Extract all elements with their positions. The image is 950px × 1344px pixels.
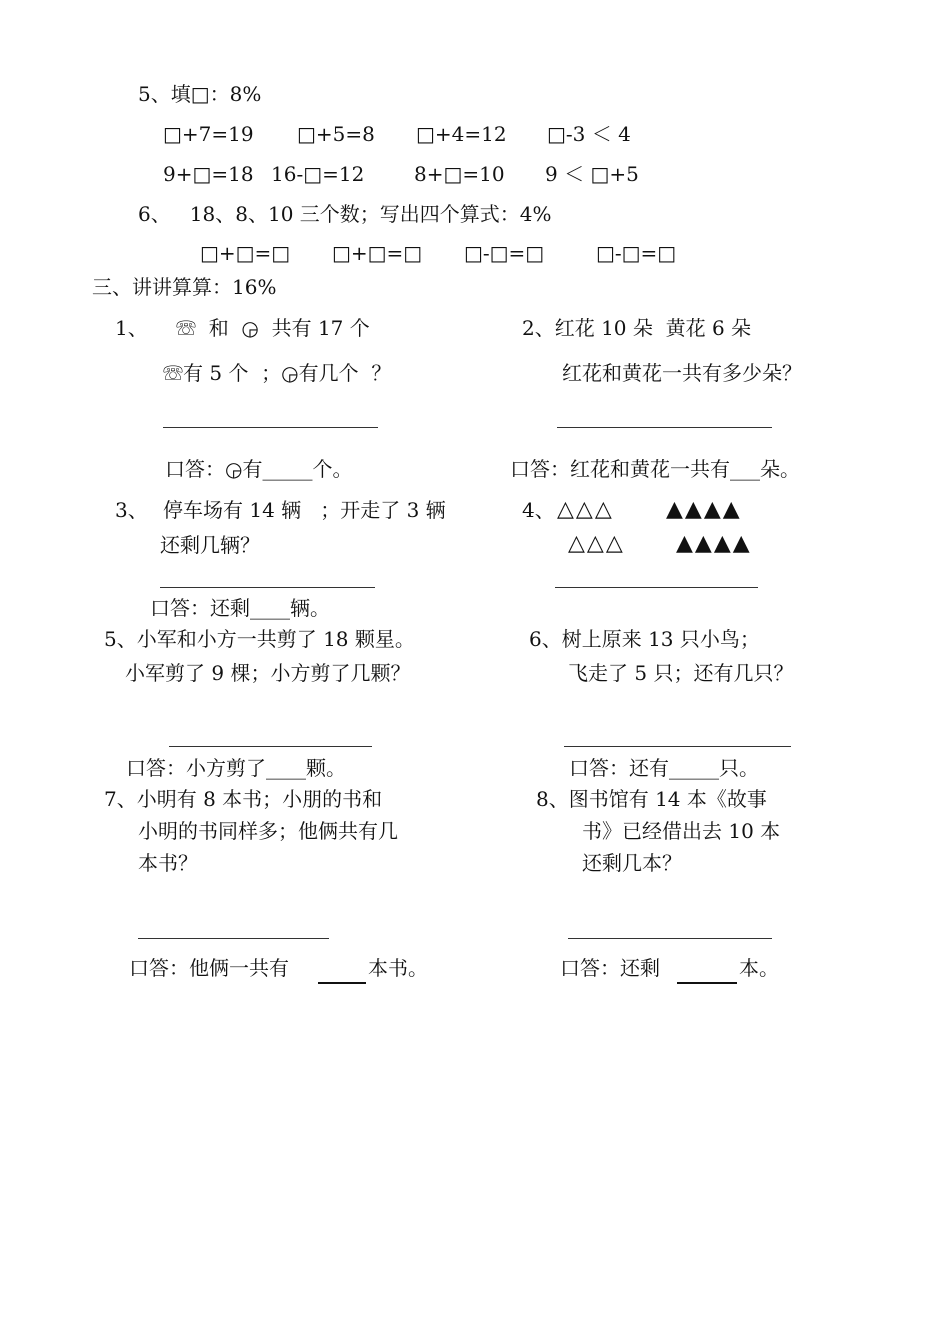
q4-row2-outline-triangles: △△△ (568, 531, 625, 556)
q1-line1: ☏ 和 ◶ 共有 17 个 (176, 316, 370, 340)
q8-line2: 书》已经借出去 10 本 (582, 819, 781, 843)
q5-line1: 5、小军和小方一共剪了 18 颗星。 (104, 627, 415, 651)
q5-answer: 口答：小方剪了____颗。 (126, 756, 346, 780)
section5-r2-c2: 16-□=12 (271, 162, 365, 186)
section5-r1-c3: □+4=12 (416, 122, 507, 146)
q5-line2: 小军剪了 9 棵；小方剪了几颗？ (125, 661, 411, 685)
q3-answer: 口答：还剩____辆。 (150, 596, 330, 620)
q2-line2: 红花和黄花一共有多少朵？ (562, 361, 802, 385)
q6-answer-line (564, 746, 791, 747)
q8-answer-line (568, 938, 772, 939)
q8-answer-prefix: 口答：还剩 (560, 956, 660, 980)
q4-row1-outline-triangles: △△△ (557, 497, 614, 522)
q4-row1-filled-triangles: ▲▲▲▲ (666, 497, 742, 522)
q1-answer: 口答：◶有_____个。 (165, 457, 353, 481)
section5-r2-c4: 9 ＜ □+5 (545, 162, 639, 186)
q7-answer-suffix: 本书。 (368, 956, 428, 980)
q4-answer-line (555, 587, 758, 588)
q6-line1: 6、树上原来 13 只小鸟； (529, 627, 760, 651)
q7-line3: 本书？ (138, 851, 198, 875)
section6-formula-4: □-□=□ (596, 241, 677, 265)
q7-answer-prefix: 口答：他俩一共有 (129, 956, 289, 980)
section6-title: 6、 18、8、10 三个数；写出四个算式：4% (138, 202, 552, 226)
q8-line3: 还剩几本？ (582, 851, 682, 875)
q6-line2: 飞走了 5 只；还有几只？ (568, 661, 794, 685)
q1-number: 1、 (115, 316, 148, 340)
q1-answer-line (163, 427, 378, 428)
q5-answer-line (169, 746, 372, 747)
q4-row2-filled-triangles: ▲▲▲▲ (676, 531, 752, 556)
section5-r2-c3: 8+□=10 (414, 162, 505, 186)
q7-answer-blank (318, 982, 366, 984)
section5-title: 5、填□：8% (138, 82, 262, 106)
section5-r1-c4: □-3 ＜ 4 (547, 122, 631, 146)
q7-line1: 7、小明有 8 本书；小朋的书和 (104, 787, 383, 811)
q3-line1: 停车场有 14 辆 ；开走了 3 辆 (163, 498, 446, 522)
q7-line2: 小明的书同样多；他俩共有几 (138, 819, 398, 843)
section6-formula-1: □+□=□ (200, 241, 291, 265)
q3-answer-line (160, 587, 375, 588)
q2-answer-line (557, 427, 772, 428)
q4-number: 4、 (522, 498, 555, 522)
q2-line1: 2、红花 10 朵 黄花 6 朵 (522, 316, 752, 340)
q8-answer-suffix: 本。 (739, 956, 779, 980)
q8-line1: 8、图书馆有 14 本《故事 (536, 787, 767, 811)
q3-number: 3、 (115, 498, 148, 522)
section6-formula-2: □+□=□ (332, 241, 423, 265)
section5-r2-c1: 9+□=18 (163, 162, 254, 186)
section5-r1-c2: □+5=8 (297, 122, 375, 146)
part3-title: 三、讲讲算算：16% (92, 275, 277, 299)
q1-line2: ☏有 5 个 ；◶有几个 ？ (163, 361, 392, 385)
q6-answer: 口答：还有_____只。 (569, 756, 759, 780)
q8-answer-blank (677, 982, 737, 984)
q7-answer-line (138, 938, 329, 939)
q3-line2: 还剩几辆？ (160, 533, 260, 557)
q2-answer: 口答：红花和黄花一共有___朵。 (510, 457, 800, 481)
section6-formula-3: □-□=□ (464, 241, 545, 265)
section5-r1-c1: □+7=19 (163, 122, 254, 146)
